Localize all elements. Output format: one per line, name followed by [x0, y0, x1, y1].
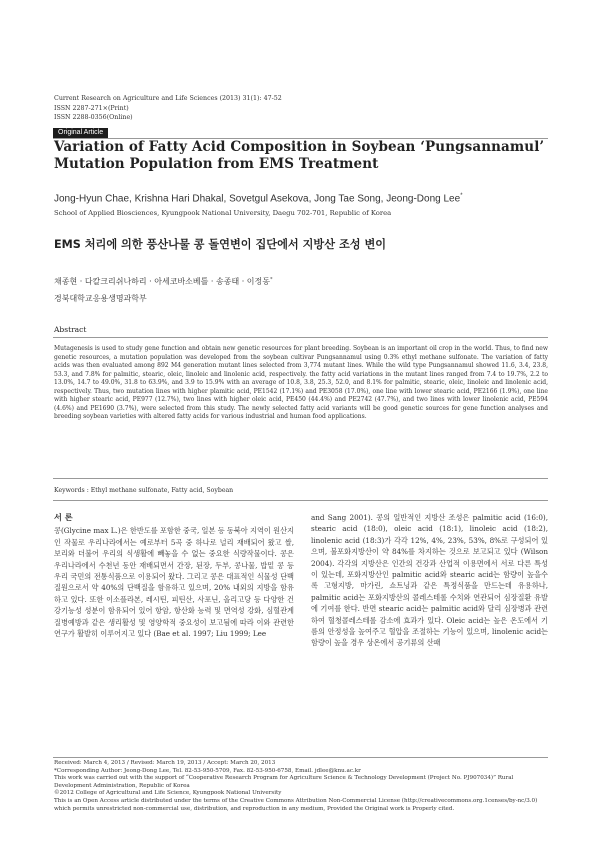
korean-affiliation: 경북대학교응용생명과학부 [54, 294, 147, 303]
body-column-left [54, 512, 294, 639]
journal-citation: Current Research on Agriculture and Life Sciences (2013) 31(1): 47-52 [54, 95, 282, 102]
footer-rule [53, 757, 548, 758]
section-heading-introduction: 서 론 [54, 512, 73, 522]
issn-online: ISSN 2288-0356(Online) [54, 114, 133, 121]
intro-text-left: 콩(Glycine max L.)은 한반도를 포함한 중국, 일본 등 동북아 지역이 원산지인 작물로 우리나라에서는 예로부터 5곡 중 하나로 널리 재배되어 왔고 쌀, 보리와 더불어 우리의 식생활에 빼놓을 수 없는 중요한 식량작물이다. 콩은 우리나라에서 수천년 동안 재배되면서 간장, 된장, 두부, 콩나물, 밥밑 콩 등 우리 국민의 전통식품으로 이용되어 왔다. 그리고 콩은 대표적인 식물성 단백질원으로서 약 40%의 단백질을 함유하고 있으며, 20% 내외의 지방을 함유하고 있다. 또한 이소플라본, 레시틴, 피틴산, 사포닌, 올리고당 등 다양한 건강기능성 성분이 함유되어 있어 항암, 항산화 능력 및 면역성 강화, 심혈관계 질병예방과 같은 생리활성 및 영양학적 중요성이 보고됨에 따라 이와 관련한 연구가 활발히 이루어지고 있다 (Bae et al. 1997; Liu 1999; Lee [54, 526, 294, 639]
issn-print: ISSN 2287-271×(Print) [54, 104, 129, 112]
korean-title: EMS 처리에 의한 풍산나물 콩 돌연변이 집단에서 지방산 조성 변이 [54, 238, 387, 251]
author-list [54, 193, 463, 204]
abstract-heading: Abstract [54, 325, 87, 334]
body-column-right [311, 512, 548, 649]
article-type-badge: Original Article [53, 128, 108, 138]
journal-header [54, 94, 282, 123]
copyright-note: ©2012 College of Agricultural and Life Science, Kyungpook National University [54, 790, 282, 797]
intro-text-right: and Sang 2001). 콩의 일반적인 지방산 조성은 palmitic acid (16:0), stearic acid (18:0), oleic acid (18:1), linoleic acid (18:2), linolenic acid (18:3)가 각각 12%, 4%, 23%, 53%, 8%로 구성되어 있으며, 불포화지방산이 약 84%를 차지하는 것으로 보고되고 있다 (Wilson 2004). 각각의 지방산은 인간의 건강과 산업적 이용면에서 서로 다른 특성이 있는데, 포화지방산인 palmitic acid와 stearic acid는 함량이 높을수록 고형지방, 마가린, 쇼트닝과 같은 특정식품을 만드는데 유용하나, palmitic acid는 포화지방산의 콜레스테롤 수치와 연관되어 심장질환 유발에 기여를 한다. 반면 stearic acid는 palmitic acid와 달리 심장병과 관련하여 혈청콜레스테롤 감소에 효과가 있다. Oleic acid는 높은 온도에서 기름의 안정성을 높여주고 혈압을 조절하는 기능이 있으며, linolenic acid는 함량이 높을 경우 상온에서 공기류의 산패 [311, 513, 548, 648]
korean-author-list [54, 276, 273, 287]
korean-corresponding-mark: * [270, 276, 273, 283]
affiliation: School of Applied Biosciences, Kyungpook National University, Daegu 702-701, Republic of Korea [54, 209, 392, 217]
abstract-top-rule [53, 337, 548, 338]
author-names: Jong-Hyun Chae, Krishna Hari Dhakal, Sovetgul Asekova, Jong Tae Song, Jeong-Dong Lee [54, 193, 461, 205]
corresponding-author: *Corresponding Author: Jeong-Dong Lee, Tel. 82-53-950-5709, Fax. 82-53-950-6758, Email. jdlee@knu.ac.kr [54, 767, 361, 774]
funding-note: This work was carried out with the support of “Cooperative Research Program for Agriculture Science & Technology Development (Project No. PJ907034)” Rural Development Administration, Republic of Korea [54, 775, 514, 789]
abstract-bottom-rule [53, 478, 548, 479]
footnotes [54, 760, 548, 813]
received-dates: Received: March 4, 2013 / Revised: March 19, 2013 / Accept: March 20, 2013 [54, 760, 276, 766]
keywords-rule [53, 500, 548, 501]
license-note: This is an Open Access article distributed under the terms of the Creative Commons Attribution Non-Commercial License (http://creativecommons.org.1censes/by-nc/3.0) which permits unrestricted non-commercial use, distribution, and reproduction in any medium, Provided the Original work is Properly cited. [54, 797, 538, 812]
korean-author-names: 채종현 · 다칼크리쉬나하리 · 아세코바소베틀 · 송종태 · 이정동 [54, 277, 270, 286]
abstract-text: Mutagenesis is used to study gene function and obtain new genetic resources for plant breeding. Soybean is an important oil crop in the world. Thus, to find new genetic resources, a mutation population was developed from the soybean cultivar Pungsannamul using 0.3% ethyl methane sulfonate. The variation of fatty acids was then evaluated among 892 M4 generation mutant lines selected from 3,774 mutant lines. While the wild type Pungsannamul showed 11.6, 3.4, 23.8, 53.3, and 7.8% for palmitic, stearic, oleic, linoleic and linolenic acid, respectively. the fatty acid variations in the mutant lines ranged from 7.4 to 19.7%, 2.2 to 13.0%, 14.7 to 49.0%, 31.8 to 63.9%, and 3.9 to 15.9% with an average of 10.8, 3.8, 25.3, 52.0, and 8.1% for palmitic, stearic, oleic, linoleic and linolenic acid, respectively. Thus, two mutation lines with higher plamitic acid, PE1542 (17.1%) and PE3058 (17.0%), one line with lower stearic acid, PE2166 (1.9%), one line with higher stearic acid, PE977 (12.7%), two lines with higher oleic acid, PE450 (44.4%) and PE2742 (47.7%), and two lines with lower linolenic acid, PE594 (4.6%) and PE1690 (3.7%), were selected from this study. The newly selected fatty acid variants will be good genetic sources for gene function analyses and breeding soybean varieties with altered fatty acids for various industrial and human food applications. [54, 345, 548, 420]
keywords: Keywords : Ethyl methane sulfonate, Fatty acid, Soybean [54, 487, 234, 494]
corresponding-mark: * [460, 193, 463, 199]
paper-title: Variation of Fatty Acid Composition in Soybean ‘Pungsannamul’ Mutation Population from EMS Treatment [54, 139, 545, 172]
